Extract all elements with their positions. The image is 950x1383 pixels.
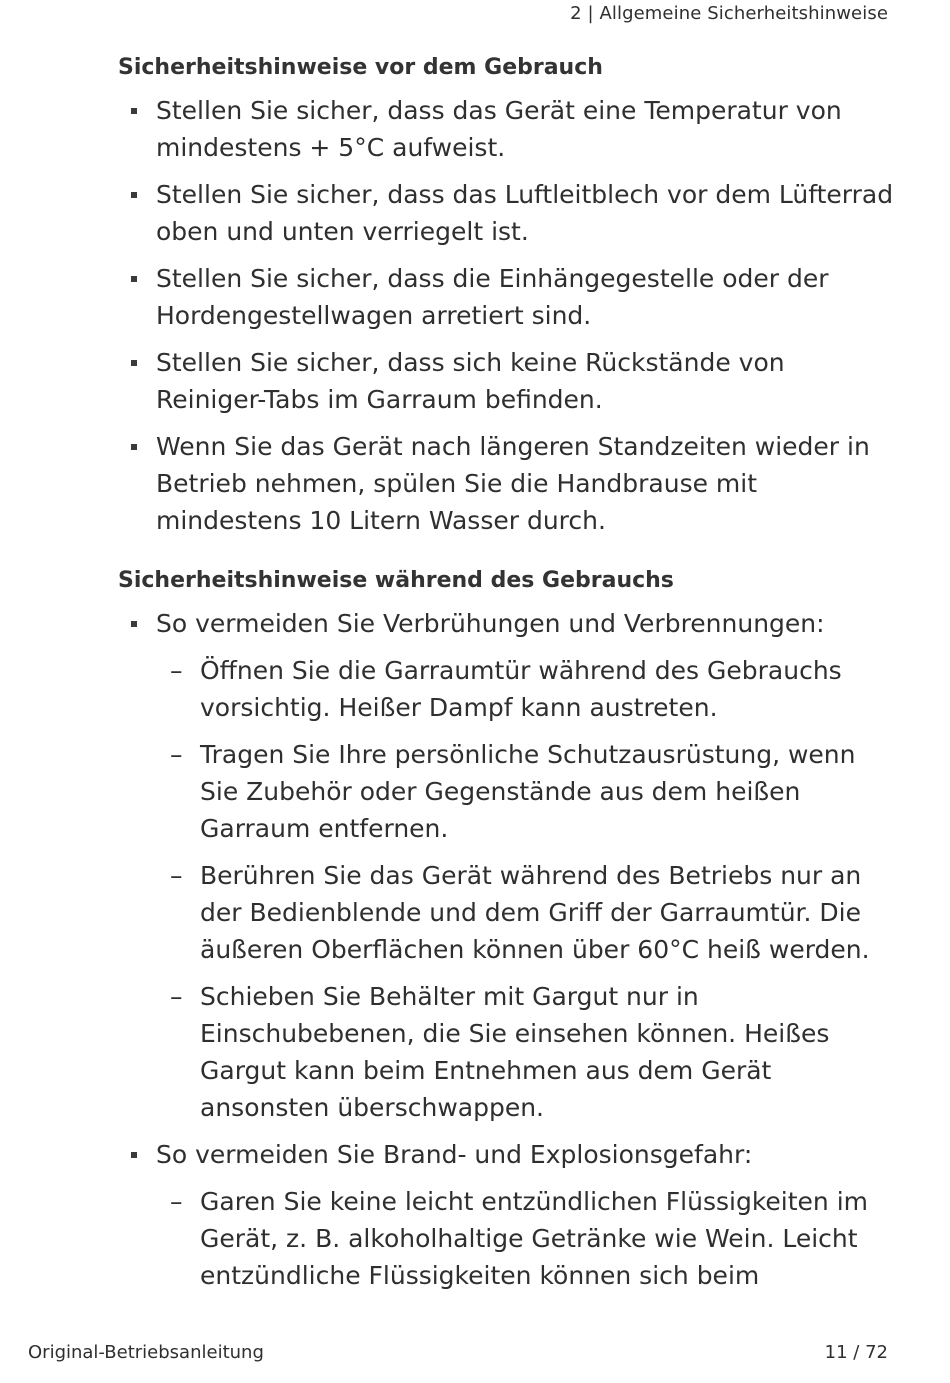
running-header: 2 | Allgemeine Sicherheitshinweise bbox=[570, 3, 888, 24]
section-title-during-use: Sicherheitshinweise während des Gebrauchs bbox=[118, 568, 674, 593]
square-bullet-icon bbox=[131, 444, 137, 450]
sublist-item: – Garen Sie keine leicht entzündlichen Flüssigkeiten im Gerät, z. B. alkoholhaltige Getränke wie Wein. Leicht entzündliche Flüssigkeiten können sich beim bbox=[156, 1183, 898, 1294]
dash-bullet: – bbox=[170, 656, 183, 685]
dash-bullet: – bbox=[170, 861, 183, 890]
sublist-item: – Schieben Sie Behälter mit Gargut nur in Einschubebenen, die Sie einsehen können. Heißes Gargut kann beim Entnehmen aus dem Gerät ansonsten überschwappen. bbox=[156, 978, 898, 1126]
dash-bullet: – bbox=[170, 982, 183, 1011]
list-item: Stellen Sie sicher, dass die Einhängegestelle oder der Hordengestellwagen arretiert sind. bbox=[118, 260, 898, 334]
sublist-item: – Berühren Sie das Gerät während des Betriebs nur an der Bedienblende und dem Griff der Garraumtür. Die äußeren Oberflächen können über 60°C heiß werden. bbox=[156, 857, 898, 968]
list-item: Stellen Sie sicher, dass das Gerät eine Temperatur von mindestens + 5°C aufweist. bbox=[118, 92, 898, 166]
square-bullet-icon bbox=[131, 360, 137, 366]
square-bullet-icon bbox=[131, 276, 137, 282]
footer-page-number: 11 / 72 bbox=[824, 1342, 888, 1363]
square-bullet-icon bbox=[131, 1152, 137, 1158]
list-item: Stellen Sie sicher, dass sich keine Rückstände von Reiniger-Tabs im Garraum befinden. bbox=[118, 344, 898, 418]
during-use-list bbox=[118, 605, 898, 1294]
dash-bullet: – bbox=[170, 740, 183, 769]
list-item: Wenn Sie das Gerät nach längeren Standzeiten wieder in Betrieb nehmen, spülen Sie die Handbrause mit mindestens 10 Litern Wasser durch. bbox=[118, 428, 898, 539]
square-bullet-icon bbox=[131, 192, 137, 198]
footer-document-title: Original-Betriebsanleitung bbox=[28, 1342, 264, 1363]
sublist-item: – Tragen Sie Ihre persönliche Schutzausrüstung, wenn Sie Zubehör oder Gegenstände aus dem heißen Garraum entfernen. bbox=[156, 736, 898, 847]
list-item: Stellen Sie sicher, dass das Luftleitblech vor dem Lüfterrad oben und unten verriegelt ist. bbox=[118, 176, 898, 250]
list-item: So vermeiden Sie Brand- und Explosionsgefahr: – Garen Sie keine leicht entzündlichen Flüssigkeiten im Gerät, z. B. alkoholhaltige Getränke wie Wein. Leicht entzündliche Flüssigkeiten können sich beim bbox=[118, 1136, 898, 1294]
sublist bbox=[156, 652, 898, 1126]
section-title-before-use: Sicherheitshinweise vor dem Gebrauch bbox=[118, 55, 603, 80]
sublist bbox=[156, 1183, 898, 1294]
square-bullet-icon bbox=[131, 108, 137, 114]
square-bullet-icon bbox=[131, 621, 137, 627]
dash-bullet: – bbox=[170, 1187, 183, 1216]
before-use-list bbox=[118, 92, 898, 539]
page-content bbox=[118, 54, 898, 1294]
sublist-item: – Öffnen Sie die Garraumtür während des Gebrauchs vorsichtig. Heißer Dampf kann austreten. bbox=[156, 652, 898, 726]
list-item: So vermeiden Sie Verbrühungen und Verbrennungen: – Öffnen Sie die Garraumtür während des Gebrauchs vorsichtig. Heißer Dampf kann austreten. – Tragen Sie Ihre persönliche Schutzausrüstung, wenn Sie Zubehör oder Gegenstände aus dem heißen Garraum entfernen. – Berühren Sie das Gerät während des Betriebs nur an der Bedienblende und dem Griff der Garraumtür. Die äußeren Oberflächen können über 60°C heiß werden. – Schieben Sie Behälter mit Gargut nur in Einschubebenen, die Sie einsehen können. Heißes Gargut kann beim Entnehmen aus dem Gerät ansonsten überschwappen. bbox=[118, 605, 898, 1126]
